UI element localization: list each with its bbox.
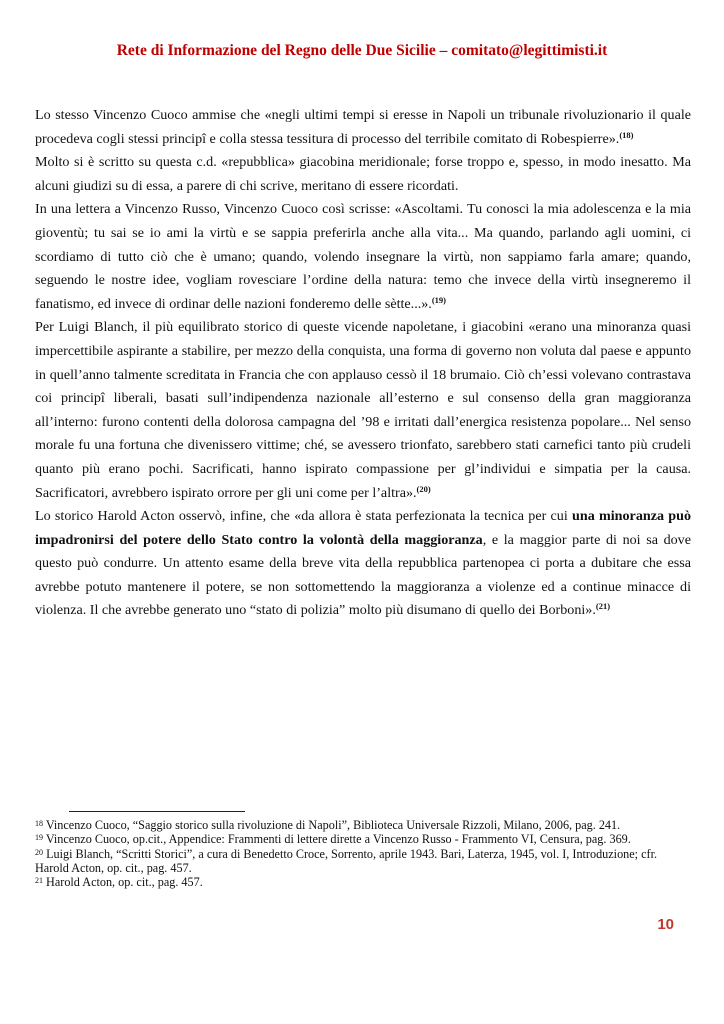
paragraph-2	[35, 151, 691, 198]
footnote-number: 21	[35, 876, 43, 886]
paragraph-text: In una lettera a Vincenzo Russo, Vincenzo Cuoco così scrisse: «Ascoltami. Tu conosci la mia adolescenza e la mia gioventù; tu sai se io ami la virtù e se sappia preferirla anche alla vita... Ma quando, parlando agli uomini, ci scordiamo di tutto ciò che è umano; quando, volendo insegnare la virtù, non sappiamo farla amare; quando, seguendo le nostre idee, vogliam rovesciare l’ordine della natura: temo che invece della virtù insegneremo il fanatismo, ed invece di ordinar delle nazioni fonderemo delle sètte...».	[35, 201, 691, 312]
paragraph-text: Lo stesso Vincenzo Cuoco ammise che «negli ultimi tempi si eresse in Napoli un tribunale rivoluzionario il quale procedeva cogli stessi principî e colla stessa tessitura di processo del terribile comitato di Robespierre».	[35, 107, 691, 147]
footnote-text: Luigi Blanch, “Scritti Storici”, a cura di Benedetto Croce, Sorrento, aprile 1943. Bari, Laterza, 1945, vol. I, Introduzione; cfr. Harold Acton, op. cit., pag. 457.	[35, 846, 658, 875]
paragraph-text: Lo storico Harold Acton osservò, infine, che «da allora è stata perfezionata la tecnica per cui	[35, 508, 573, 525]
paragraph-3	[35, 198, 691, 316]
footnote-number: 19	[35, 833, 43, 843]
footnote-number: 18	[35, 819, 43, 828]
footnote-ref-19[interactable]: (19)	[431, 294, 446, 305]
footnote-20	[35, 847, 657, 876]
page-header-title: Rete di Informazione del Regno delle Due Sicilie – comitato@legittimisti.it	[116, 42, 608, 59]
footnote-text: Vincenzo Cuoco, “Saggio storico sulla rivoluzione di Napoli”, Biblioteca Universale Rizzoli, Milano, 2006, pag. 241.	[45, 818, 621, 832]
footnote-separator	[69, 811, 245, 812]
bold-emphasis: una minoranza può impadronirsi del potere dello Stato contro la volontà della maggioranza	[35, 508, 691, 548]
footnote-ref-18[interactable]: (18)	[619, 129, 634, 140]
footnote-ref-21[interactable]: (21)	[595, 601, 611, 612]
paragraph-text: Per Luigi Blanch, il più equilibrato storico di queste vicende napoletane, i giacobini «erano una minoranza quasi impercettibile aspirante a stabilire, per mezzo della conquista, una forma di governo non voluta dal paese e appunto in quell’anno talmente screditata in Francia che con applauso cessò il 18 brumaio. Ciò ch’essi volevano contrastava coi principî liberali, basati sull’indipendenza nazionale all’esterno e sul consenso della gran maggioranza all’interno: furono contenti della dolorosa campagna del ’98 e irritati dall’energica resistenza popolare... Nel senso morale fu una fortuna che divenissero vittime; ché, se avessero trionfato, sarebbero stati carnefici tanto più crudeli quanto più erano pochi. Sacrificati, hanno ispirato compassione per gl’individui e simpatia per la causa. Sacrificatori, avrebbero ispirato orrore per gli uni come per l’altra».	[35, 319, 691, 501]
footnote-text: Harold Acton, op. cit., pag. 457.	[46, 875, 203, 890]
footnote-19	[35, 832, 657, 846]
paragraph-4	[35, 316, 691, 505]
footnote-18	[35, 818, 657, 832]
footnotes	[35, 818, 657, 889]
footnote-21	[35, 875, 657, 889]
footnote-ref-20[interactable]: (20)	[416, 483, 431, 494]
paragraph-text: , e la maggior parte di noi sa dove questo può condurre. Un attento esame della breve vita della repubblica partenopea ci porta a dubitare che essa avrebbe potuto mantenere il potere, se non sottomettendo la maggioranza a violenze ed a continue minacce di violenza. Il che avrebbe generato uno “stato di polizia” molto più disumano di quello dei Borboni».	[35, 531, 691, 619]
paragraph-5	[35, 505, 691, 623]
footnote-number: 20	[35, 847, 43, 857]
paragraph-1	[35, 104, 691, 151]
paragraph-text: Molto si è scritto su questa c.d. «repubblica» giacobina meridionale; forse troppo e, spesso, in modo inesatto. Ma alcuni giudizi su di essa, a parere di chi scrive, meritano di essere ricordati.	[35, 154, 691, 194]
body-text	[35, 104, 691, 623]
page-number: 10	[657, 916, 674, 933]
footnote-text: Vincenzo Cuoco, op.cit., Appendice: Frammenti di lettere dirette a Vincenzo Russo - Frammento VI, Censura, pag. 369.	[45, 832, 631, 847]
